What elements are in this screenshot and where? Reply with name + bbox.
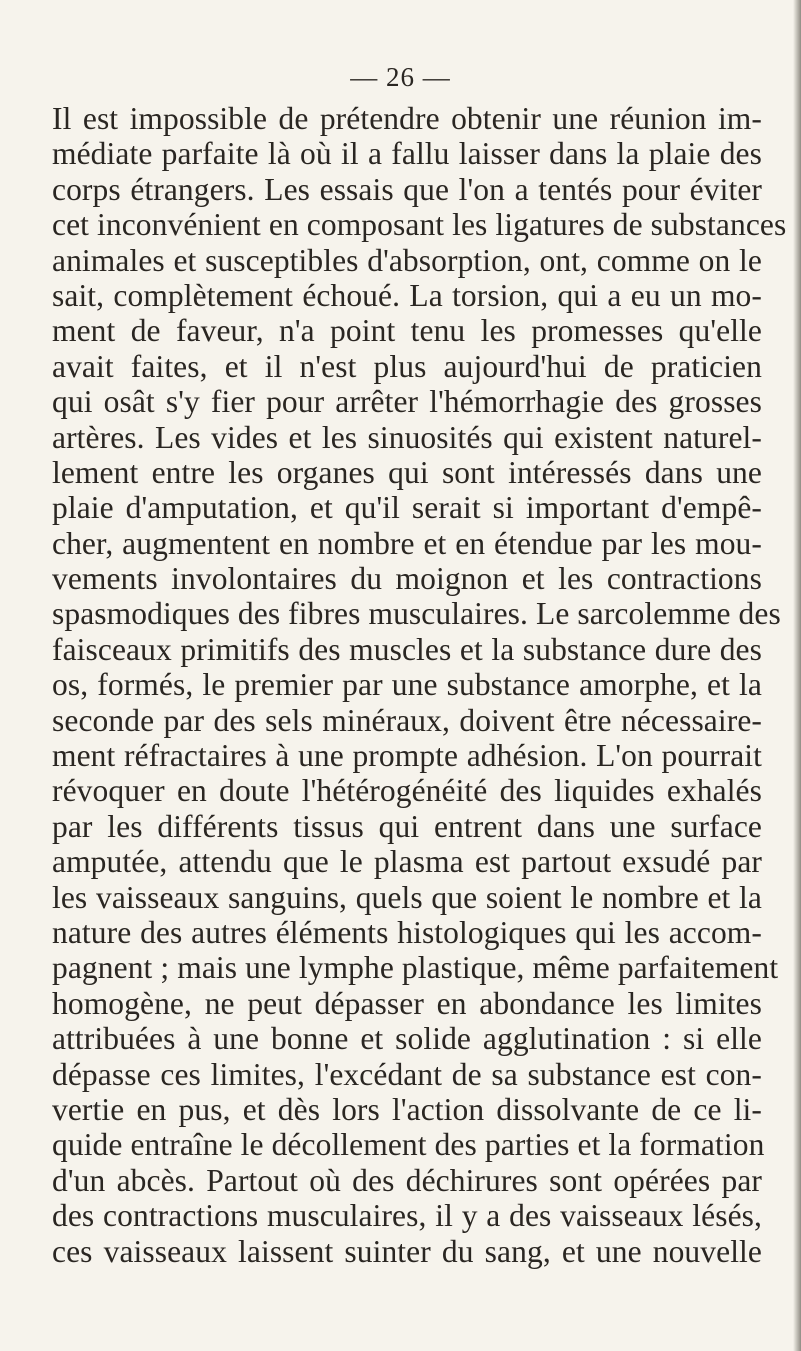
text-line: vertie en pus, et dès lors l'action dissolvante de ce li- xyxy=(52,1091,762,1127)
text-line: plaie d'amputation, et qu'il serait si important d'empê- xyxy=(52,490,762,526)
text-line: spasmodiques des fibres musculaires. Le sarcolemme des xyxy=(52,596,781,632)
text-line: pagnent ; mais une lymphe plastique, même parfaitement xyxy=(52,950,779,986)
text-line: homogène, ne peut dépasser en abondance les limites xyxy=(52,985,762,1021)
text-line: os, formés, le premier par une substance amorphe, et la xyxy=(52,667,762,703)
text-line: médiate parfaite là où il a fallu laisser dans la plaie des xyxy=(52,136,762,172)
text-line: quide entraîne le décollement des parties et la formation xyxy=(52,1127,765,1163)
text-line: ces vaisseaux laissent suinter du sang, et une nouvelle xyxy=(52,1233,762,1269)
text-line: amputée, attendu que le plasma est partout exsudé par xyxy=(52,844,762,880)
text-line: ment réfractaires à une prompte adhésion. L'on pourrait xyxy=(52,738,762,774)
text-line: cher, augmentent en nombre et en étendue par les mou- xyxy=(52,525,762,561)
text-line: lement entre les organes qui sont intéressés dans une xyxy=(52,454,762,490)
text-line: ment de faveur, n'a point tenu les promesses qu'elle xyxy=(52,313,762,349)
page-number: — 26 — xyxy=(350,62,451,92)
text-line: avait faites, et il n'est plus aujourd'hui de praticien xyxy=(52,348,762,384)
text-line: révoquer en doute l'hétérogénéité des liquides exhalés xyxy=(52,773,762,809)
text-line: corps étrangers. Les essais que l'on a tentés pour éviter xyxy=(52,171,762,207)
body-text xyxy=(52,101,787,1269)
text-line: nature des autres éléments histologiques qui les accom- xyxy=(52,914,762,950)
text-line: artères. Les vides et les sinuosités qui existent naturel- xyxy=(52,419,762,455)
text-line: cet inconvénient en composant les ligatures de substances xyxy=(52,207,787,243)
text-line: qui osât s'y fier pour arrêter l'hémorrhagie des grosses xyxy=(52,384,762,420)
text-line: attribuées à une bonne et solide agglutination : si elle xyxy=(52,1021,762,1057)
text-line: par les différents tissus qui entrent dans une surface xyxy=(52,808,762,844)
page-edge-shadow xyxy=(793,0,801,1351)
text-line: les vaisseaux sanguins, quels que soient le nombre et la xyxy=(52,879,762,915)
text-line: d'un abcès. Partout où des déchirures sont opérées par xyxy=(52,1162,762,1198)
text-line: animales et susceptibles d'absorption, ont, comme on le xyxy=(52,242,762,278)
text-line: vements involontaires du moignon et les contractions xyxy=(52,561,762,597)
text-line: sait, complètement échoué. La torsion, qui a eu un mo- xyxy=(52,277,762,313)
text-line: Il est impossible de prétendre obtenir une réunion im- xyxy=(52,101,762,136)
text-line: des contractions musculaires, il y a des vaisseaux lésés, xyxy=(52,1198,762,1234)
text-line: faisceaux primitifs des muscles et la substance dure des xyxy=(52,631,762,667)
text-line: seconde par des sels minéraux, doivent être nécessaire- xyxy=(52,702,762,738)
text-line: dépasse ces limites, l'excédant de sa substance est con- xyxy=(52,1056,762,1092)
